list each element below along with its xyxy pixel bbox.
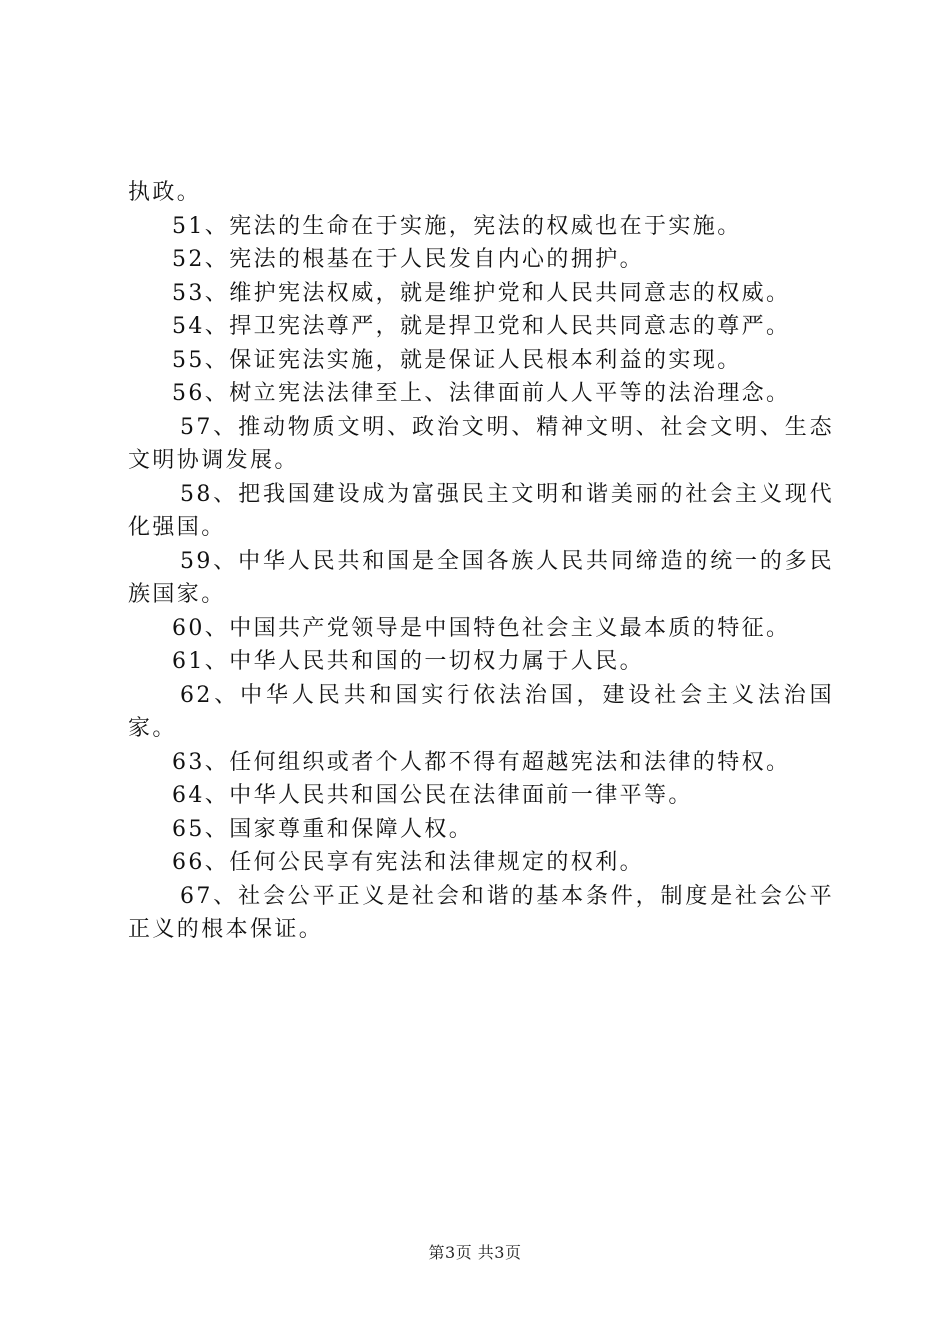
page-footer: 第3页 共3页	[428, 1243, 522, 1262]
list-item: 59、中华人民共和国是全国各族人民共同缔造的统一的多民族国家。	[128, 548, 834, 607]
list-item: 56、树立宪法法律至上、法律面前人人平等的法治理念。	[172, 381, 791, 406]
list-item: 67、社会公平正义是社会和谐的基本条件，制度是社会公平正义的根本保证。	[128, 883, 834, 942]
continuation-text: 执政。	[128, 180, 202, 205]
list-item: 55、保证宪法实施，就是保证人民根本利益的实现。	[172, 347, 742, 373]
list-item: 65、国家尊重和保障人权。	[172, 816, 474, 842]
list-item: 61、中华人民共和国的一切权力属于人民。	[172, 649, 644, 674]
list-item: 53、维护宪法权威，就是维护党和人民共同意志的权威。	[172, 280, 791, 306]
list-item: 57、推动物质文明、政治文明、精神文明、社会文明、生态文明协调发展。	[128, 414, 834, 473]
document-body	[128, 176, 834, 947]
list-item: 51、宪法的生命在于实施，宪法的权威也在于实施。	[172, 213, 742, 239]
list-item: 62、中华人民共和国实行依法治国，建设社会主义法治国家。	[128, 682, 834, 741]
list-item: 60、中国共产党领导是中国特色社会主义最本质的特征。	[172, 615, 791, 641]
list-item: 52、宪法的根基在于人民发自内心的拥护。	[172, 247, 644, 272]
list-item: 54、捍卫宪法尊严，就是捍卫党和人民共同意志的尊严。	[172, 314, 791, 339]
list-item: 66、任何公民享有宪法和法律规定的权利。	[172, 850, 644, 875]
numbered-list	[128, 210, 834, 947]
list-item: 58、把我国建设成为富强民主文明和谐美丽的社会主义现代化强国。	[128, 481, 834, 540]
list-item: 64、中华人民共和国公民在法律面前一律平等。	[172, 783, 693, 808]
list-item: 63、任何组织或者个人都不得有超越宪法和法律的特权。	[172, 749, 791, 775]
